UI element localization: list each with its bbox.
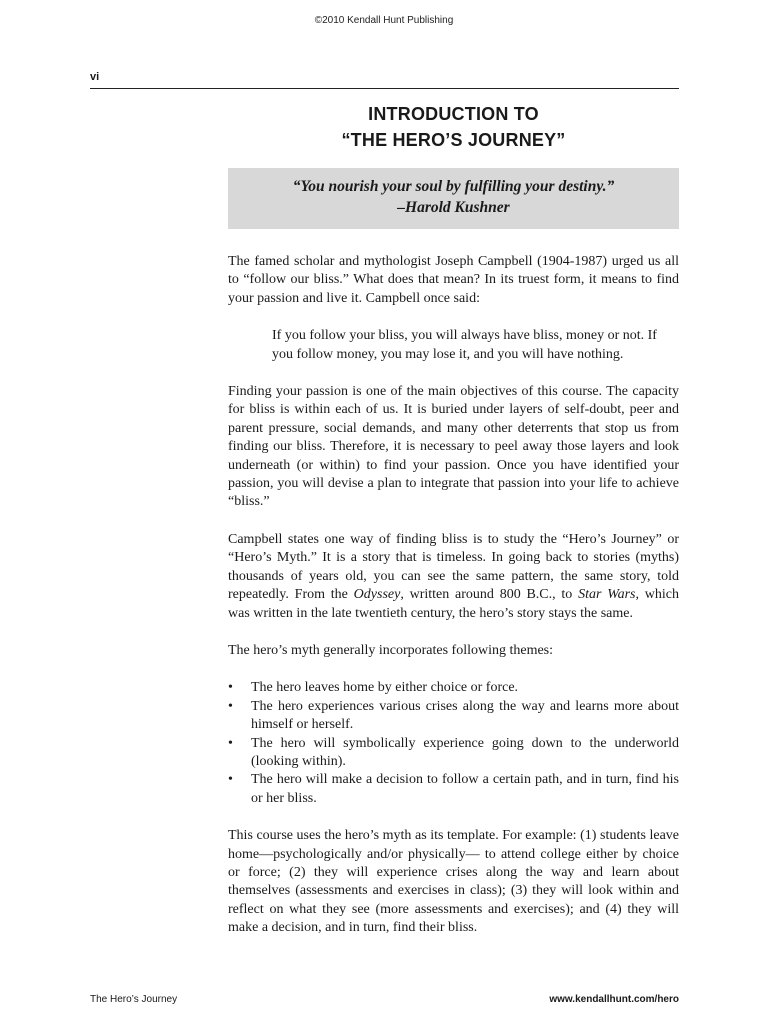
list-item [228,698,679,735]
odyssey-title: Odyssey [353,587,401,603]
paragraph-5: This course uses the hero’s myth as its template. For example: (1) students leave home—psychologically and/or physically— to attend college either by choice or force; (2) they will experience crises along the way and learn about themselves (assessments and exercises in class); (3) they will look within and reflect on what they see (more assessments and exercises); and (4) they will make a decision, and in turn, find their bliss. [228,828,679,936]
paragraph-2: Finding your passion is one of the main objectives of this course. The capacity for bliss is within each of us. It is buried under layers of self-doubt, peer and parent pressure, social demands, and many other deterrents that stop us from finding our bliss. Therefore, it is necessary to peel away those layers and look underneath (or within) to find your passion. Once you have identified your passion, you will devise a plan to integrate that passion into your life to achieve “bliss.” [228,384,679,510]
copyright-notice: ©2010 Kendall Hunt Publishing [314,15,454,26]
paragraph-3-part-3: , which was written in the late twentieth century, the hero’s story stays the same. [228,587,679,621]
body-text [228,253,679,957]
themes-list [228,679,679,808]
page-number: vi [90,71,100,83]
paragraph-3-part-1: Campbell states one way of finding bliss is to study the “Hero’s Journey” or “Hero’s Myth.” It is a story that is timeless. In going back to stories (myths) thousands of years old, you can see the same pattern, the same story, told repeatedly. From the [228,531,679,603]
epigraph-quote: “You nourish your soul by fulfilling your destiny.” [292,178,615,195]
epigraph-box [228,168,679,229]
paragraph-3-part-2: , written around 800 B.C., to [400,587,579,603]
bullet-icon: • [228,698,233,714]
epigraph-attribution: –Harold Kushner [397,199,510,216]
bullet-icon: • [228,772,233,788]
list-item [228,735,679,772]
list-item-text: The hero will symbolically experience going down to the underworld (looking within). [251,735,679,769]
bullet-icon: • [228,735,233,751]
paragraph-4: The hero’s myth generally incorporates following themes: [228,642,554,658]
star-wars-title: Star Wars [578,587,636,603]
list-item-text: The hero experiences various crises along the way and learns more about himself or herself. [251,698,679,733]
list-item-text: The hero leaves home by either choice or force. [251,680,519,696]
title-line-1: INTRODUCTION TO [368,104,539,124]
paragraph-1: The famed scholar and mythologist Joseph Campbell (1904-1987) urged us all to “follow our bliss.” What does that mean? In its truest form, it means to find your passion and live it. Campbell once said: [228,254,679,306]
paragraph-3 [228,531,679,623]
list-item [228,679,679,697]
footer-book-title: The Hero’s Journey [90,994,178,1005]
list-item-text: The hero will make a decision to follow a certain path, and in turn, find his or her bliss. [251,772,679,806]
page-title [228,101,679,153]
footer-url: www.kendallhunt.com/hero [549,994,679,1005]
title-line-2: “THE HERO’S JOURNEY” [341,130,566,150]
list-item [228,771,679,808]
campbell-quote: If you follow your bliss, you will always have bliss, money or not. If you follow money, you may lose it, and you will have nothing. [272,328,657,362]
header-rule [90,88,679,89]
bullet-icon: • [228,680,233,696]
